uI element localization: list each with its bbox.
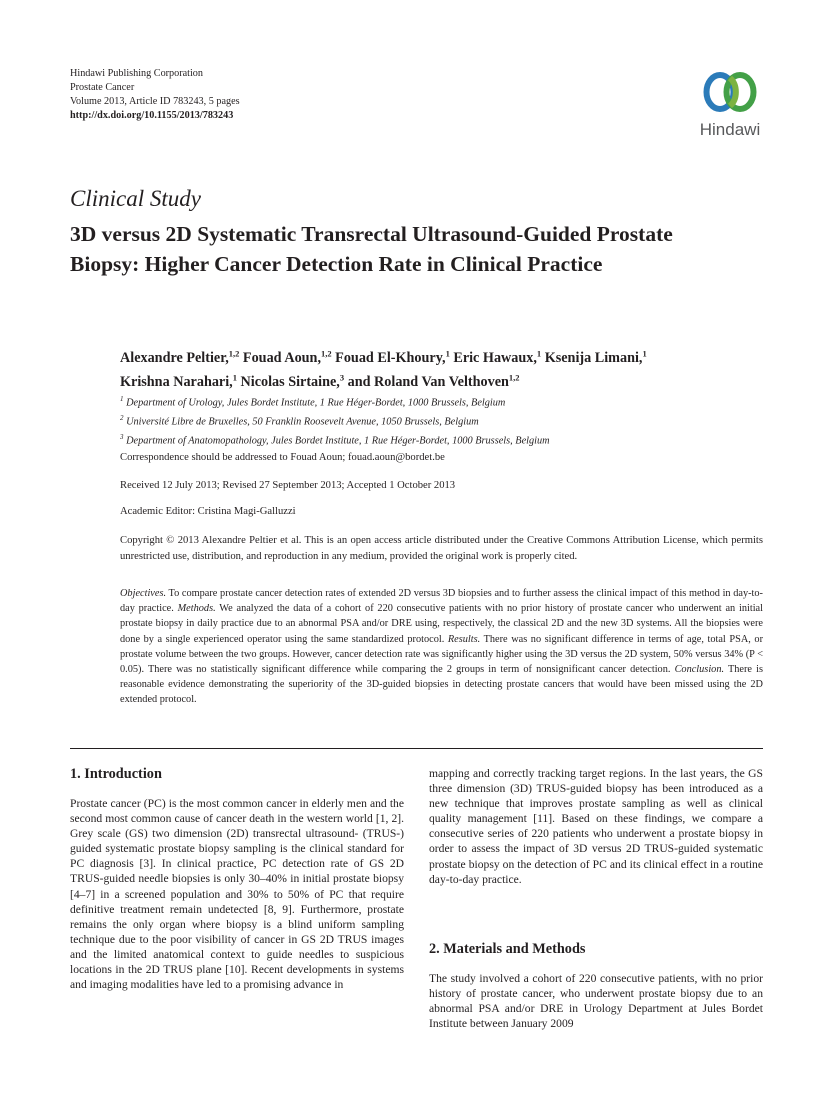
journal-name: Prostate Cancer	[70, 82, 135, 93]
introduction-continued-text: mapping and correctly tracking target regions. In the last years, the GS three dimension (3D) TRUS-guided biopsy has been introduced as a new technique that improves prostate sampling as well as clinical quality management [11]. Based on these findings, we compare a consecutive series of 220 patients who underwent a prostate biopsy in order to assess the impact of 3D versus 2D TRUS-guided systematic prostate biopsy on the detection of PC and its clinical effect in a routine day-to-day practice.	[429, 767, 763, 886]
correspondence: Correspondence should be addressed to Fouad Aoun; fouad.aoun@bordet.be	[120, 452, 445, 463]
introduction-text: Prostate cancer (PC) is the most common cancer in elderly men and the second most common cause of cancer death in the western world [1, 2]. Grey scale (GS) two dimension (2D) transrectal ultrasound- (TRUS-) guided systematic prostate biopsy sampling is the clinical standard for PC diagnosis [3]. In clinical practice, PC detection rate of GS 2D TRUS-guided needle biopsies is only 30–40% in initial prostate biopsy [4–7] in a screened population and 30% to 50% of PC that require definitive treatment remain undetected [8, 9]. Furthermore, prostate remains the only organ where biopsy is a blind uniform sampling technique due to the poor visibility of cancer in GS 2D TRUS images and the limited anatomical context to guide needles to suspicious locations in the 2D TRUS plane [10]. Recent developments in systems and imaging modalities have led to a promising advance in	[70, 797, 404, 992]
doi-link[interactable]: http://dx.doi.org/10.1155/2013/783243	[70, 110, 234, 121]
abstract	[120, 586, 763, 708]
copyright-notice: Copyright © 2013 Alexandre Peltier et al. This is an open access article distributed under the Creative Commons Attribution License, which permits unrestricted use, distribution, and reproduction in any medium, provided the original work is properly cited.	[120, 535, 763, 562]
author: and Roland Van Velthoven$^{1,2}$	[347, 372, 520, 391]
publisher-logo	[690, 66, 770, 146]
author: Ksenija Limani,$^1$	[544, 348, 647, 366]
abstract-results-label: Results.	[447, 633, 481, 645]
section-divider	[70, 748, 763, 749]
author: Krishna Narahari,$^1$	[120, 372, 237, 391]
abstract-conclusion: There is reasonable evidence demonstrating the superiority of the 3D-guided biopsies in detecting prostate cancers that would have been missed using the 2D extended protocol.	[120, 664, 763, 706]
author: Nicolas Sirtaine,$^3$	[240, 372, 345, 391]
volume-info: Volume 2013, Article ID 783243, 5 pages	[70, 96, 240, 107]
author: Alexandre Peltier,$^{1,2}$	[120, 348, 240, 366]
hindawi-rings-logo-icon	[702, 66, 758, 118]
logo-text: Hindawi	[699, 120, 761, 139]
abstract-objectives-label: Objectives.	[120, 588, 167, 599]
affiliation: $^1$ Department of Urology, Jules Bordet Institute, 1 Rue Héger-Bordet, 1000 Brussels, Belgium	[120, 395, 506, 409]
abstract-methods-label: Methods.	[177, 603, 216, 615]
article-title: 3D versus 2D Systematic Transrectal Ultrasound-Guided Prostate Biopsy: Higher Cancer Detection Rate in Clinical Practice	[70, 222, 673, 276]
abstract-conclusion-label: Conclusion.	[674, 664, 725, 676]
article-dates: Received 12 July 2013; Revised 27 September 2013; Accepted 1 October 2013	[120, 480, 456, 491]
article-type: Clinical Study	[70, 186, 201, 211]
abstract-objectives: To compare prostate cancer detection rates of extended 2D versus 3D biopsies and to further assess the clinical impact of this method in day-to-day practice.	[120, 588, 763, 615]
introduction-heading: 1. Introduction	[70, 766, 162, 782]
methods-heading: 2. Materials and Methods	[429, 941, 586, 957]
journal-header	[70, 67, 240, 123]
methods-text: The study involved a cohort of 220 consecutive patients, with no prior history of prostate cancer, who underwent prostate biopsy due to an abnormal PSA and/or DRE in Urology Department at Jules Bordet Institute between January 2009	[429, 972, 763, 1031]
affiliation: $^3$ Department of Anatomopathology, Jules Bordet Institute, 1 Rue Héger-Bordet, 1000 Brussels, Belgium	[120, 432, 550, 447]
abstract-methods: We analyzed the data of a cohort of 220 consecutive patients with no prior history of prostate cancer who underwent an initial prostate biopsy in daily practice due to an abnormal PSA and/or DRE using, respectively, the classical 2D and the new 3D systems. All the biopsies were done by a single experienced operator using the same standardized protocol.	[120, 603, 763, 645]
author: Fouad Aoun,$^{1,2}$	[242, 348, 332, 366]
academic-editor: Academic Editor: Cristina Magi-Galluzzi	[120, 506, 296, 517]
author: Fouad El-Khoury,$^1$	[335, 348, 450, 366]
affiliation: $^2$ Université Libre de Bruxelles, 50 Franklin Roosevelt Avenue, 1050 Brussels, Belgium	[120, 413, 479, 428]
publisher-name: Hindawi Publishing Corporation	[70, 68, 203, 79]
author-list	[120, 343, 770, 392]
abstract-results: There was no significant difference in terms of age, total PSA, or prostate volume between the two groups. However, cancer detection rate was significantly higher using the 3D versus the 2D system, 50% versus 34% (P < 0.05). There was no statistically significant difference while comparing the 2 groups in term of nonsignificant cancer detection.	[120, 633, 763, 676]
affiliation-list	[120, 392, 550, 449]
author: Eric Hawaux,$^1$	[453, 348, 542, 366]
